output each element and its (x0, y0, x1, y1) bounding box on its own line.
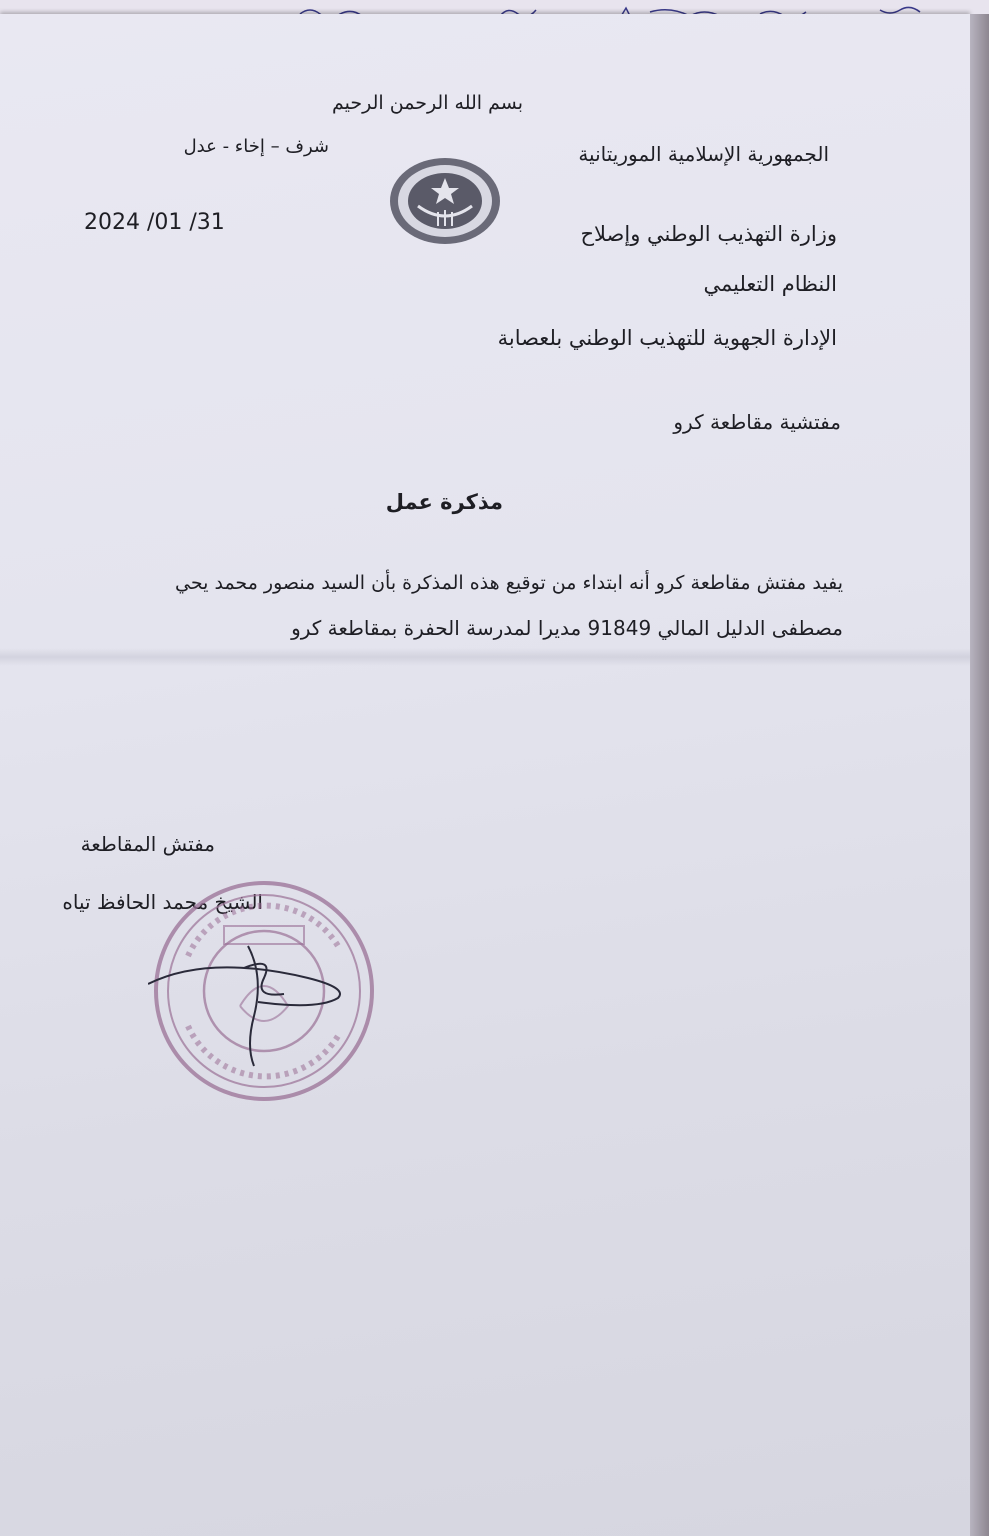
ministry-line-2: النظام التعليمي (703, 272, 837, 296)
signatory-name: الشيخ محمد الحافظ تياه (62, 890, 263, 914)
memo-body-line-2: مصطفى الدليل المالي 91849 مديرا لمدرسة الحفرة بمقاطعة كرو (291, 616, 843, 640)
national-motto: شرف – إخاء - عدل (183, 136, 329, 157)
republic-name: الجمهورية الإسلامية الموريتانية (578, 142, 829, 166)
national-emblem-icon (388, 156, 502, 246)
signatory-role: مفتش المقاطعة (80, 832, 215, 856)
memo-title: مذكرة عمل (385, 490, 503, 514)
official-stamp-icon (148, 876, 380, 1106)
ministry-line-1: وزارة التهذيب الوطني وإصلاح (580, 222, 837, 246)
regional-direction: الإدارة الجهوية للتهذيب الوطني بلعصابة (497, 326, 837, 350)
memo-body-line-1: يفيد مفتش مقاطعة كرو أنه ابتداء من توقيع هذه المذكرة بأن السيد منصور محمد يحي (175, 572, 843, 594)
inspectorate-name: مفتشية مقاطعة كرو (673, 410, 841, 434)
document-date: 2024 /01 /31 (84, 210, 225, 235)
page-edge-shadow (970, 14, 989, 1536)
paper-crease (0, 648, 970, 666)
basmala: بسم الله الرحمن الرحيم (332, 92, 523, 114)
